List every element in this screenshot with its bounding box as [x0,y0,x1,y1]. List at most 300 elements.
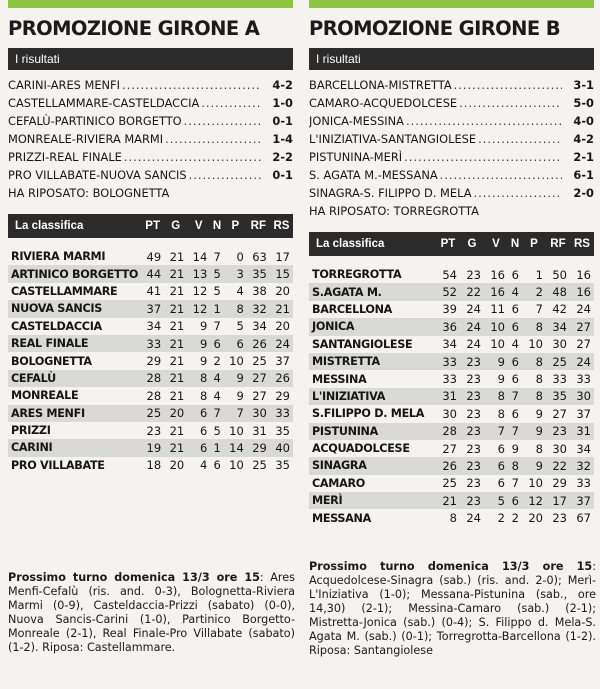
header-g: G [164,214,187,238]
header-g: G [460,232,484,256]
cell-team: JONICA [309,318,436,335]
cell-p: 8 [522,353,546,370]
cell-rs: 27 [570,318,594,335]
result-score: 4-2 [573,132,594,146]
girone-b-results [309,76,594,202]
cell-pt: 28 [146,388,162,403]
girone-a-standings-table [8,214,293,474]
girone-b-title: PROMOZIONE GIRONE B [309,17,561,40]
header-team: La classifica [8,214,141,238]
cell-n: 8 [508,457,522,474]
table-row [8,387,293,404]
cell-rf: 63 [252,249,267,264]
cell-team: S.FILIPPO D. MELA [312,407,425,421]
cell-g: 21 [169,423,185,438]
next-round-label: Prossimo turno domenica 13/3 ore 15 [8,571,260,584]
cell-p: 2 [522,283,546,300]
cell-p: 10 [229,354,244,369]
cell-team: CAMARO [312,476,365,490]
cell-rs: 16 [576,267,591,282]
cell-n: 2 [213,354,221,369]
cell-v: 12 [187,300,210,317]
result-leader-dots [201,94,261,112]
result-row [8,112,293,130]
cell-rf: 29 [552,476,567,491]
cell-p: 8 [535,372,543,387]
result-match: L'INIZIATIVA-SANTANGIOLESE [309,132,477,146]
cell-pt: 33 [141,335,164,352]
cell-pt: 28 [141,370,164,387]
table-row [309,388,594,405]
cell-team: SANTANGIOLESE [312,337,413,351]
table-row [8,248,293,265]
cell-g: 23 [466,406,481,421]
cell-rs: 37 [576,406,591,421]
table-row [309,440,594,457]
cell-p: 9 [236,388,244,403]
cell-rs: 24 [270,335,293,352]
header-v: V [484,232,508,256]
header-pt: PT [436,232,460,256]
cell-g: 21 [169,249,185,264]
cell-rf: 35 [247,265,270,282]
cell-g: 21 [169,354,185,369]
result-leader-dots [122,76,261,94]
next-round-text: : Ares Menfi-Cefalù (ris. and. 0-3), Bolognetta-Riviera Marmi (0-9), Casteldaccia-Prizzi (sabato) (0-0), Nuova Sancis-Carini (1-0), Partinico Borgetto-Monreale (2-1), Real Finale-Pro Villabate (sabato) (1-2). Riposa: Castellammare. [8,571,295,654]
table-row [8,265,293,282]
cell-rs: 32 [570,457,594,474]
top-accent-bar [309,0,594,8]
cell-rs: 26 [270,370,293,387]
spacer-row [309,256,594,266]
result-leader-dots [404,148,562,166]
cell-n: 6 [511,406,519,421]
header-p: P [522,232,546,256]
result-match: CEFALÙ-PARTINICO BORGETTO [8,114,182,128]
result-row [309,148,594,166]
result-score: 5-0 [573,96,594,110]
table-row [8,422,293,439]
header-n: N [508,232,522,256]
cell-pt: 39 [442,302,457,317]
cell-pt: 34 [146,319,162,334]
table-row [8,457,293,474]
result-match: BARCELLONA-MISTRETTA [309,78,452,92]
cell-n: 4 [213,388,221,403]
cell-v: 6 [199,423,208,438]
cell-n: 7 [508,388,522,405]
header-rs: RS [270,214,293,238]
cell-g: 23 [460,353,484,370]
result-score: 2-1 [573,150,594,164]
cell-g: 23 [460,388,484,405]
cell-rf: 33 [552,372,567,387]
next-round-text: : Acquedolcese-Sinagra (sab.) (ris. and. 2-0); Merì-L'Iniziativa (1-0); Messana-Pistunina (sab., ore 14,30) (2-1); Messina-Camaro (sab.) (2-1); Mistretta-Jonica (sab.) (0-4); S. Filippo d. Mela-S. Agata M. (sab.) (0-1); Torregrotta-Barcellona (1-2). Riposa: Santangiolese [309,560,596,657]
cell-team: PISTUNINA [309,423,436,440]
girone-b-standings-table [309,232,594,527]
cell-rf: 34 [252,319,267,334]
cell-v: 11 [490,302,505,317]
girone-a-results [8,76,293,184]
cell-n: 6 [511,302,519,317]
cell-p: 8 [522,388,546,405]
cell-n: 6 [210,335,224,352]
cell-rs: 67 [576,511,591,526]
girone-a-rest: HA RIPOSATO: BOLOGNETTA [8,186,170,200]
cell-p: 8 [224,300,247,317]
cell-team: BARCELLONA [312,302,393,316]
cell-g: 24 [466,337,481,352]
cell-p: 5 [236,319,244,334]
result-score: 0-1 [272,114,293,128]
cell-rs: 31 [570,423,594,440]
cell-team: NUOVA SANCIS [8,300,141,317]
cell-rf: 34 [546,318,570,335]
cell-g: 23 [466,372,481,387]
cell-v: 6 [187,405,210,422]
next-round-label: Prossimo turno domenica 13/3 ore 15 [309,560,593,573]
result-row [8,148,293,166]
cell-team: REAL FINALE [8,335,141,352]
cell-n: 7 [213,249,221,264]
cell-rs: 34 [576,441,591,456]
cell-g: 21 [164,265,187,282]
cell-p: 20 [528,511,543,526]
cell-g: 24 [466,511,481,526]
result-leader-dots [473,184,562,202]
cell-v: 9 [199,354,208,369]
cell-v: 6 [497,441,505,456]
table-row [309,318,594,335]
header-n: N [210,214,224,238]
header-rf: RF [546,232,570,256]
cell-v: 10 [484,318,508,335]
cell-p: 3 [224,265,247,282]
result-match: CAMARO-ACQUEDOLCESE [309,96,458,110]
cell-rf: 26 [247,335,270,352]
cell-pt: 31 [436,388,460,405]
cell-p: 8 [535,441,543,456]
cell-pt: 19 [141,439,164,456]
result-row [309,112,594,130]
result-row [309,130,594,148]
cell-pt: 52 [436,283,460,300]
cell-p: 10 [229,423,244,438]
result-score: 2-0 [573,186,594,200]
cell-pt: 8 [449,511,457,526]
result-row [309,94,594,112]
cell-team: RIVIERA MARMI [11,250,106,264]
result-score: 0-1 [272,168,293,182]
cell-pt: 18 [146,458,162,473]
cell-p: 9 [522,457,546,474]
cell-g: 23 [466,441,481,456]
cell-pt: 26 [436,457,460,474]
girone-b-rest: HA RIPOSATO: TORREGROTTA [309,204,479,218]
cell-team: ACQUADOLCESE [312,442,410,456]
table-row [8,300,293,317]
cell-pt: 25 [141,405,164,422]
cell-pt: 21 [436,492,460,509]
result-row [309,166,594,184]
cell-rf: 27 [552,406,567,421]
top-accent-bar [8,0,293,8]
cell-g: 21 [169,284,185,299]
cell-v: 13 [187,265,210,282]
girone-b-column [309,0,594,527]
cell-n: 7 [508,423,522,440]
header-p: P [224,214,247,238]
cell-rs: 40 [270,439,293,456]
cell-v: 4 [199,458,208,473]
cell-pt: 25 [442,476,457,491]
cell-v: 6 [187,439,210,456]
cell-g: 20 [169,458,185,473]
standings-header-row [8,214,293,238]
cell-n: 6 [508,318,522,335]
cell-team: PRIZZI [11,424,51,438]
cell-team: MISTRETTA [309,353,436,370]
cell-pt: 36 [436,318,460,335]
cell-g: 23 [460,423,484,440]
girone-b-results-header: I risultati [309,48,594,70]
cell-n: 5 [213,423,221,438]
header-team: La classifica [309,232,436,256]
cell-n: 1 [210,300,224,317]
cell-n: 4 [511,337,519,352]
cell-p: 7 [224,405,247,422]
cell-team: ARTINICO BORGETTO [8,265,141,282]
cell-v: 9 [484,353,508,370]
cell-g: 21 [169,319,185,334]
cell-team: CASTELDACCIA [11,319,102,333]
cell-rs: 33 [576,372,591,387]
cell-rs: 30 [570,388,594,405]
cell-rf: 42 [552,302,567,317]
cell-g: 22 [460,283,484,300]
cell-n: 6 [508,492,522,509]
cell-n: 7 [213,319,221,334]
cell-rs: 37 [570,492,594,509]
cell-n: 6 [508,353,522,370]
cell-rf: 25 [252,354,267,369]
table-row [309,370,594,387]
cell-g: 23 [466,476,481,491]
table-row [8,335,293,352]
cell-team: BOLOGNETTA [11,354,92,368]
cell-rf: 23 [552,511,567,526]
table-row [8,405,293,422]
spacer-row [8,238,293,248]
cell-n: 9 [511,441,519,456]
girone-b-standings-body [309,256,594,527]
girone-a-standings-body [8,238,293,474]
result-score: 3-1 [573,78,594,92]
result-match: S. AGATA M.-MESSANA [309,168,438,182]
cell-p: 10 [229,458,244,473]
table-row [309,283,594,300]
cell-v: 7 [484,423,508,440]
cell-rs: 29 [275,388,290,403]
cell-rs: 24 [576,302,591,317]
cell-rs: 17 [275,249,290,264]
cell-team: L'INIZIATIVA [309,388,436,405]
cell-rf: 27 [252,388,267,403]
cell-pt: 37 [141,300,164,317]
table-row [309,266,594,283]
cell-v: 12 [192,284,208,299]
cell-rf: 35 [546,388,570,405]
cell-rs: 33 [576,476,591,491]
cell-rf: 17 [546,492,570,509]
result-leader-dots [454,76,562,94]
cell-rs: 16 [570,283,594,300]
result-match: SINAGRA-S. FILIPPO D. MELA [309,186,472,200]
table-row [309,336,594,353]
cell-p: 4 [236,284,244,299]
cell-team: ARES MENFI [8,405,141,422]
girone-a-next-round [8,571,295,655]
table-row [8,283,293,300]
cell-n: 6 [511,372,519,387]
result-match: PRIZZI-REAL FINALE [8,150,122,164]
cell-n: 7 [511,476,519,491]
result-row [8,76,293,94]
cell-p: 9 [224,370,247,387]
cell-p: 7 [535,302,543,317]
cell-team: PRO VILLABATE [11,458,105,472]
cell-v: 9 [187,335,210,352]
table-row [309,301,594,318]
cell-rf: 38 [252,284,267,299]
cell-p: 0 [236,249,244,264]
cell-g: 21 [164,439,187,456]
cell-p: 14 [224,439,247,456]
cell-v: 9 [497,372,505,387]
table-row [309,405,594,422]
table-row [8,318,293,335]
standings-header-row [309,232,594,256]
cell-v: 9 [199,319,208,334]
cell-v: 16 [490,267,505,282]
cell-pt: 49 [146,249,162,264]
cell-team: TORREGROTTA [312,268,402,282]
result-match: PRO VILLABATE-NUOVA SANCIS [8,168,187,182]
cell-g: 20 [164,405,187,422]
cell-g: 21 [164,335,187,352]
cell-rf: 25 [252,458,267,473]
cell-rs: 20 [275,284,290,299]
cell-pt: 27 [442,441,457,456]
cell-rs: 35 [275,423,290,438]
table-row [309,509,594,526]
cell-team: MERÌ [309,492,436,509]
cell-n: 4 [210,370,224,387]
header-v: V [187,214,210,238]
result-row [309,76,594,94]
cell-v: 8 [187,370,210,387]
cell-g: 23 [466,267,481,282]
cell-v: 10 [490,337,505,352]
cell-n: 7 [210,405,224,422]
cell-rf: 23 [546,423,570,440]
cell-rf: 30 [552,441,567,456]
cell-rf: 29 [247,439,270,456]
cell-n: 1 [210,439,224,456]
cell-n: 5 [210,265,224,282]
cell-v: 14 [192,249,208,264]
result-leader-dots [184,112,261,130]
cell-v: 8 [484,388,508,405]
cell-v: 2 [497,511,505,526]
table-row [8,352,293,369]
cell-g: 21 [164,370,187,387]
result-leader-dots [189,166,261,184]
cell-p: 10 [528,476,543,491]
cell-rs: 21 [270,300,293,317]
cell-team: MESSANA [312,511,371,525]
cell-rf: 25 [546,353,570,370]
cell-v: 6 [497,476,505,491]
result-leader-dots [440,166,562,184]
cell-rs: 27 [576,337,591,352]
table-row [309,492,594,509]
result-leader-dots [406,112,562,130]
cell-p: 10 [528,337,543,352]
cell-g: 21 [164,300,187,317]
cell-v: 8 [497,406,505,421]
result-score: 1-4 [272,132,293,146]
result-leader-dots [124,148,261,166]
cell-n: 6 [213,458,221,473]
table-row [8,439,293,456]
cell-p: 12 [522,492,546,509]
result-score: 4-0 [573,114,594,128]
cell-rf: 30 [552,337,567,352]
table-row [309,457,594,474]
cell-rs: 35 [275,458,290,473]
cell-pt: 44 [141,265,164,282]
cell-team: S.AGATA M. [309,283,436,300]
result-score: 6-1 [573,168,594,182]
girone-b-next-round [309,560,596,658]
result-score: 4-2 [272,78,293,92]
cell-p: 8 [522,318,546,335]
cell-v: 16 [484,283,508,300]
cell-p: 9 [535,406,543,421]
cell-rs: 33 [270,405,293,422]
cell-rf: 27 [247,370,270,387]
table-row [309,423,594,440]
cell-team: MESSINA [312,372,367,386]
result-match: PISTUNINA-MERÌ [309,150,403,164]
cell-g: 23 [460,492,484,509]
cell-v: 8 [199,388,208,403]
cell-team: SINAGRA [309,457,436,474]
cell-pt: 33 [442,372,457,387]
cell-rf: 50 [552,267,567,282]
cell-n: 5 [213,284,221,299]
cell-g: 24 [466,302,481,317]
result-match: CASTELLAMMARE-CASTELDACCIA [8,96,200,110]
cell-g: 23 [460,457,484,474]
result-score: 2-2 [272,150,293,164]
cell-pt: 29 [146,354,162,369]
cell-rs: 20 [275,319,290,334]
cell-rf: 22 [546,457,570,474]
cell-g: 21 [169,388,185,403]
cell-v: 6 [484,457,508,474]
